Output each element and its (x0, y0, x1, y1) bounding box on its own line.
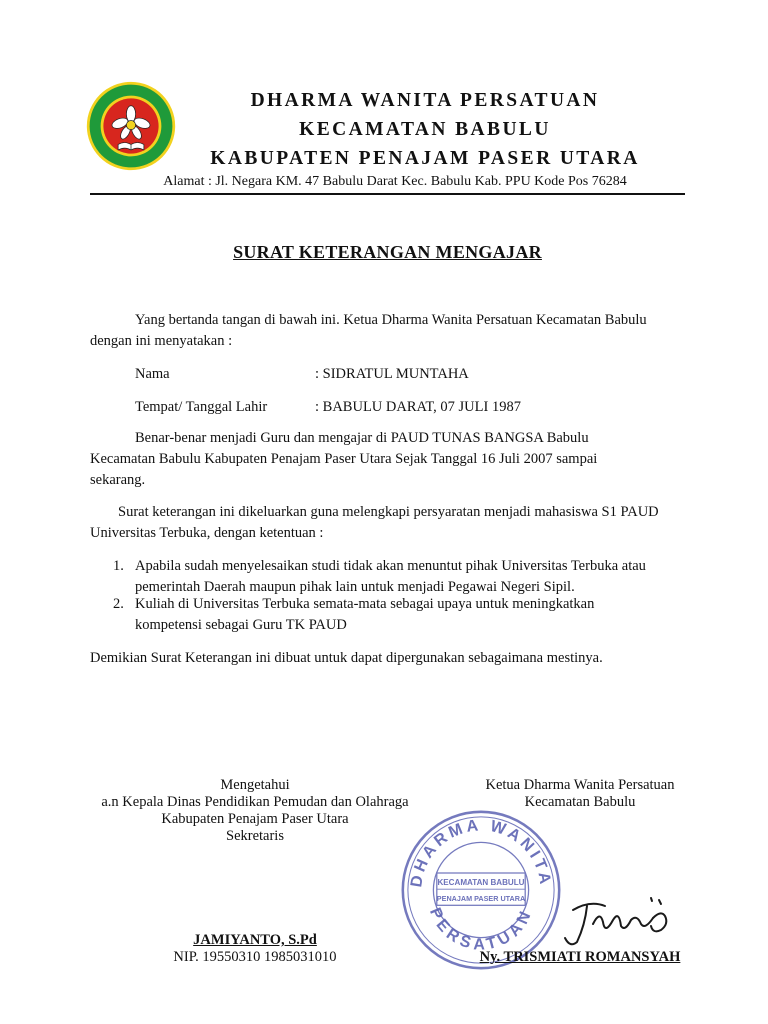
left-signatory-name: JAMIYANTO, S.Pd (193, 932, 317, 948)
list-item-1-line-2: pemerintah Daerah maupun pihak lain untuk menjadi Pegawai Negeri Sipil. (135, 579, 575, 595)
svg-text:PERSATUAN (426, 905, 536, 953)
para2-line-2: Universitas Terbuka, dengan ketentuan : (90, 525, 324, 541)
list-item-2-number: 2. (113, 596, 124, 612)
stamp-inner-line-1: KECAMATAN BABULU (437, 877, 525, 887)
intro-line-1: Yang bertanda tangan di bawah ini. Ketua Dharma Wanita Persatuan Kecamatan Babulu (135, 312, 647, 328)
field-birth-value: : BABULU DARAT, 07 JULI 1987 (315, 399, 521, 415)
document-title: SURAT KETERANGAN MENGAJAR (233, 242, 542, 262)
para1-line-3: sekarang. (90, 472, 146, 488)
letterhead-address: Alamat : Jl. Negara KM. 47 Babulu Darat Kec. Babulu Kab. PPU Kode Pos 76284 (163, 174, 627, 189)
para1-line-2: Kecamatan Babulu Kabupaten Penajam Paser Utara Sejak Tanggal 16 Juli 2007 sampai (90, 451, 598, 467)
left-signatory-nip: NIP. 19550310 1985031010 (173, 949, 337, 965)
left-signatory-line-4: Sekretaris (226, 828, 284, 844)
closing-statement: Demikian Surat Keterangan ini dibuat untuk dapat dipergunakan sebagaimana mestinya. (90, 650, 603, 666)
list-item-1-number: 1. (113, 558, 124, 574)
left-signatory-line-3: Kabupaten Penajam Paser Utara (161, 811, 349, 827)
para1-line-1: Benar-benar menjadi Guru dan mengajar di PAUD TUNAS BANGSA Babulu (135, 430, 589, 446)
right-signatory-line-2: Kecamatan Babulu (524, 794, 636, 810)
letterhead-district: KECAMATAN BABULU (299, 119, 551, 140)
right-signatory-name: Ny. TRISMIATI ROMANSYAH (479, 949, 681, 965)
stamp-ring-top: DHARMA WANITA (407, 816, 555, 889)
field-birth-label: Tempat/ Tanggal Lahir (135, 399, 268, 415)
stamp-ring-bottom: PERSATUAN (425, 905, 537, 954)
list-item-2-line-1: Kuliah di Universitas Terbuka semata-mata sebagai upaya untuk meningkatkan (135, 596, 595, 612)
letterhead-org: DHARMA WANITA PERSATUAN (250, 90, 600, 111)
left-signatory-line-2: a.n Kepala Dinas Pendidikan Pemudan dan Olahraga (101, 794, 409, 810)
stamp-inner-line-2: PENAJAM PASER UTARA (436, 894, 526, 904)
field-name-label: Nama (135, 366, 170, 382)
para2-line-1: Surat keterangan ini dikeluarkan guna melengkapi persyaratan menjadi mahasiswa S1 PAUD (118, 504, 659, 520)
intro-line-2: dengan ini menyatakan : (90, 333, 233, 349)
letterhead-divider (90, 193, 685, 195)
list-item-1-line-1: Apabila sudah menyelesaikan studi tidak akan menuntut pihak Universitas Terbuka atau (135, 558, 646, 574)
list-item-2-line-2: kompetensi sebagai Guru TK PAUD (135, 617, 347, 633)
handwritten-signature (555, 880, 680, 960)
letterhead-regency: KABUPATEN PENAJAM PASER UTARA (210, 148, 640, 169)
field-name-value: : SIDRATUL MUNTAHA (315, 366, 469, 382)
right-signatory-line-1: Ketua Dharma Wanita Persatuan (485, 777, 675, 793)
left-signatory-line-1: Mengetahui (220, 777, 290, 793)
